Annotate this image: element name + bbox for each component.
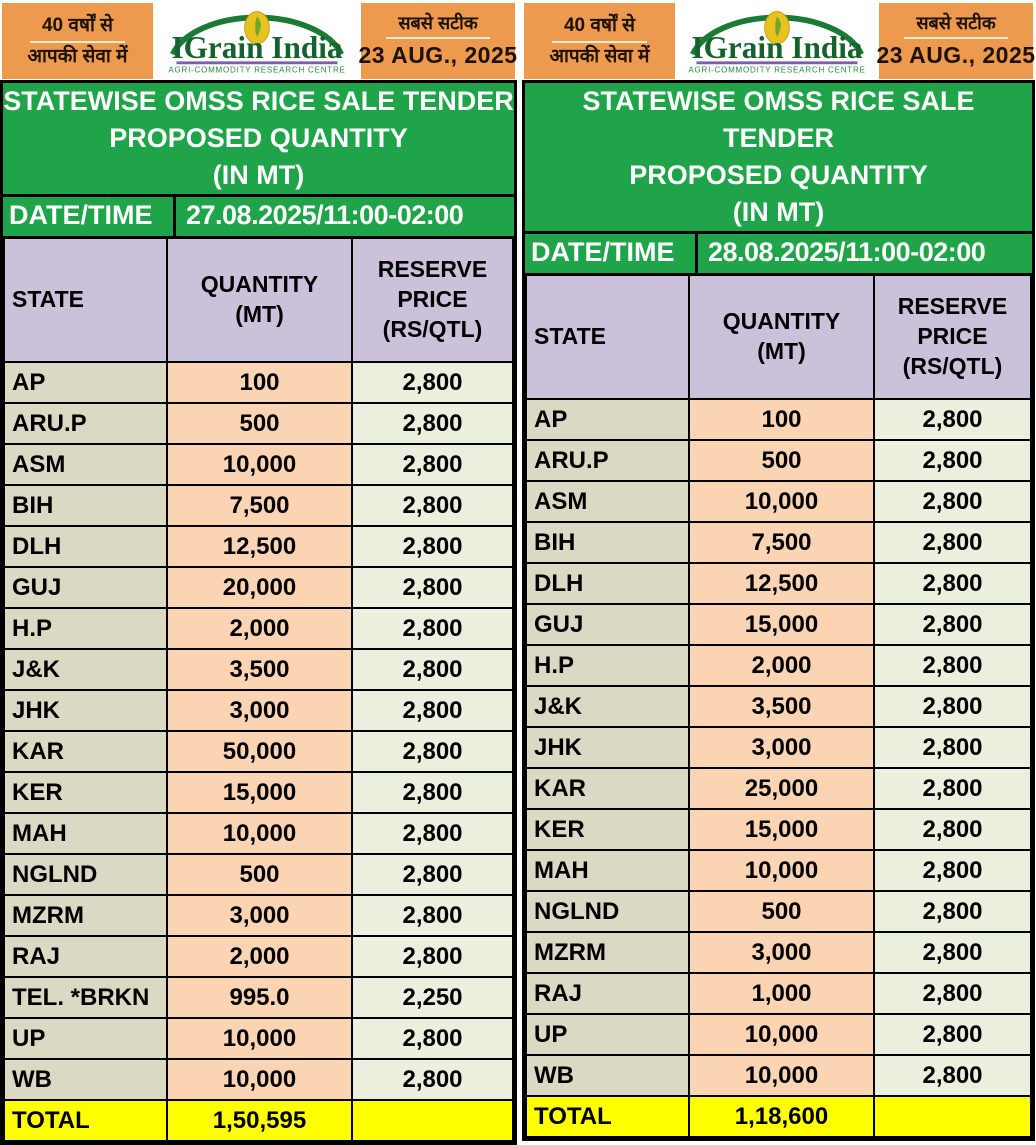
igrain-india-logo-icon <box>677 5 877 77</box>
brand-accuracy-label: सबसे सटीक <box>386 12 489 40</box>
table-row <box>526 850 1031 891</box>
quantity-cell: 25,000 <box>689 768 874 809</box>
tender-panel-27-aug <box>0 0 517 1145</box>
logo-panel <box>153 3 361 79</box>
price-cell: 2,800 <box>874 891 1031 932</box>
table-row <box>526 563 1031 604</box>
state-cell: ASM <box>526 481 689 522</box>
state-cell: KAR <box>526 768 689 809</box>
total-label-cell: TOTAL <box>4 1100 167 1141</box>
price-cell: 2,800 <box>352 403 513 444</box>
quantity-cell: 3,500 <box>167 649 352 690</box>
brand-date-box <box>358 3 518 79</box>
title-line-3: (IN MT) <box>212 160 305 190</box>
table-title <box>3 83 514 194</box>
price-cell: 2,800 <box>874 522 1031 563</box>
brand-bar <box>524 3 1036 79</box>
table-box <box>522 80 1035 1141</box>
datetime-value: 28.08.2025/11:00-02:00 <box>708 237 986 267</box>
state-cell: ARU.P <box>4 403 167 444</box>
quantity-cell: 20,000 <box>167 567 352 608</box>
quantity-cell: 3,000 <box>689 727 874 768</box>
total-quantity-cell: 1,18,600 <box>689 1096 874 1137</box>
table-row <box>4 444 513 485</box>
table-row <box>526 645 1031 686</box>
quantity-cell: 100 <box>689 399 874 440</box>
table-row <box>4 362 513 403</box>
report-date: 23 AUG., 2025 <box>876 42 1036 69</box>
col-header-quantity: QUANTITY (MT) <box>689 275 874 400</box>
price-cell: 2,800 <box>874 932 1031 973</box>
state-cell: JHK <box>4 690 167 731</box>
logo-subtitle-text: AGRI-COMMODITY RESEARCH CENTRE <box>168 65 346 75</box>
total-row <box>526 1096 1031 1137</box>
report-date: 23 AUG., 2025 <box>358 42 518 69</box>
brand-date-box <box>876 3 1036 79</box>
state-cell: AP <box>4 362 167 403</box>
state-cell: MAH <box>4 813 167 854</box>
state-cell: GUJ <box>526 604 689 645</box>
state-cell: J&K <box>4 649 167 690</box>
table-row <box>526 481 1031 522</box>
table-row <box>526 973 1031 1014</box>
logo-name-text: IGrain India <box>691 30 863 66</box>
table-row <box>526 522 1031 563</box>
state-cell: MZRM <box>4 895 167 936</box>
quantity-cell: 995.0 <box>167 977 352 1018</box>
brand-tagline-line1: 40 वर्षों से <box>30 14 125 43</box>
state-cell: NGLND <box>526 891 689 932</box>
datetime-value: 27.08.2025/11:00-02:00 <box>186 200 464 230</box>
header-row <box>4 238 513 363</box>
state-cell: NGLND <box>4 854 167 895</box>
price-cell: 2,250 <box>352 977 513 1018</box>
table-row <box>4 690 513 731</box>
quantity-cell: 1,000 <box>689 973 874 1014</box>
tender-panel-28-aug <box>522 0 1035 1141</box>
price-cell: 2,800 <box>352 1018 513 1059</box>
price-cell: 2,800 <box>352 1059 513 1100</box>
brand-tagline-line2: आपकी सेवा में <box>27 45 128 67</box>
quantity-cell: 100 <box>167 362 352 403</box>
brand-tagline-line2: आपकी सेवा में <box>549 45 650 67</box>
quantity-cell: 500 <box>167 854 352 895</box>
table-row <box>4 813 513 854</box>
table-row <box>4 1059 513 1100</box>
quantity-cell: 15,000 <box>167 772 352 813</box>
logo-name-text: IGrain India <box>171 30 343 66</box>
price-cell: 2,800 <box>352 936 513 977</box>
price-cell: 2,800 <box>352 772 513 813</box>
state-cell: MAH <box>526 850 689 891</box>
quantity-cell: 12,500 <box>689 563 874 604</box>
title-line-1: STATEWISE OMSS RICE SALE TENDER <box>3 86 514 116</box>
quantity-cell: 10,000 <box>689 1014 874 1055</box>
quantity-cell: 50,000 <box>167 731 352 772</box>
datetime-row <box>525 231 1032 273</box>
price-cell: 2,800 <box>352 731 513 772</box>
table-row <box>526 1055 1031 1096</box>
price-cell: 2,800 <box>874 686 1031 727</box>
quantity-cell: 15,000 <box>689 809 874 850</box>
quantity-cell: 500 <box>167 403 352 444</box>
quantity-cell: 2,000 <box>167 608 352 649</box>
table-row <box>4 403 513 444</box>
state-cell: AP <box>526 399 689 440</box>
price-cell: 2,800 <box>352 362 513 403</box>
col-header-reserve-price: RESERVE PRICE (RS/QTL) <box>874 275 1031 400</box>
title-line-3: (IN MT) <box>732 197 825 227</box>
total-quantity-cell: 1,50,595 <box>167 1100 352 1141</box>
state-cell: JHK <box>526 727 689 768</box>
quantity-cell: 2,000 <box>167 936 352 977</box>
title-line-2: PROPOSED QUANTITY <box>109 123 408 153</box>
state-cell: DLH <box>526 563 689 604</box>
state-cell: UP <box>526 1014 689 1055</box>
table-row <box>526 891 1031 932</box>
quantity-cell: 10,000 <box>167 444 352 485</box>
quantity-cell: 3,500 <box>689 686 874 727</box>
table-row <box>4 526 513 567</box>
price-cell: 2,800 <box>874 727 1031 768</box>
price-cell: 2,800 <box>874 809 1031 850</box>
tender-table <box>525 273 1032 1138</box>
state-cell: WB <box>4 1059 167 1100</box>
price-cell: 2,800 <box>352 444 513 485</box>
table-row <box>526 604 1031 645</box>
table-row <box>4 977 513 1018</box>
brand-accuracy-label: सबसे सटीक <box>904 12 1007 40</box>
state-cell: MZRM <box>526 932 689 973</box>
quantity-cell: 3,000 <box>689 932 874 973</box>
igrain-india-logo-icon <box>157 5 357 77</box>
price-cell: 2,800 <box>352 567 513 608</box>
table-row <box>526 727 1031 768</box>
tender-table <box>3 236 514 1142</box>
state-cell: BIH <box>526 522 689 563</box>
logo-subtitle-text: AGRI-COMMODITY RESEARCH CENTRE <box>688 65 866 75</box>
table-row <box>526 399 1031 440</box>
price-cell: 2,800 <box>874 604 1031 645</box>
table-row <box>4 1018 513 1059</box>
state-cell: RAJ <box>4 936 167 977</box>
price-cell: 2,800 <box>874 399 1031 440</box>
col-header-state: STATE <box>4 238 167 363</box>
quantity-cell: 10,000 <box>167 813 352 854</box>
total-price-cell <box>874 1096 1031 1137</box>
quantity-cell: 10,000 <box>689 481 874 522</box>
datetime-label: DATE/TIME <box>3 197 176 236</box>
header-row <box>526 275 1031 400</box>
quantity-cell: 2,000 <box>689 645 874 686</box>
quantity-cell: 12,500 <box>167 526 352 567</box>
quantity-cell: 3,000 <box>167 690 352 731</box>
table-row <box>526 1014 1031 1055</box>
datetime-label: DATE/TIME <box>525 234 698 273</box>
quantity-cell: 3,000 <box>167 895 352 936</box>
state-cell: ASM <box>4 444 167 485</box>
state-cell: KER <box>526 809 689 850</box>
quantity-cell: 7,500 <box>689 522 874 563</box>
price-cell: 2,800 <box>874 850 1031 891</box>
price-cell: 2,800 <box>874 440 1031 481</box>
state-cell: ARU.P <box>526 440 689 481</box>
table-row <box>4 608 513 649</box>
price-cell: 2,800 <box>874 563 1031 604</box>
quantity-cell: 7,500 <box>167 485 352 526</box>
state-cell: H.P <box>4 608 167 649</box>
table-row <box>526 686 1031 727</box>
price-cell: 2,800 <box>352 813 513 854</box>
price-cell: 2,800 <box>352 526 513 567</box>
table-box <box>0 80 517 1145</box>
datetime-row <box>3 194 514 236</box>
table-row <box>526 768 1031 809</box>
price-cell: 2,800 <box>352 895 513 936</box>
table-row <box>526 809 1031 850</box>
state-cell: KER <box>4 772 167 813</box>
total-label-cell: TOTAL <box>526 1096 689 1137</box>
price-cell: 2,800 <box>352 690 513 731</box>
table-row <box>526 932 1031 973</box>
brand-tagline-line1: 40 वर्षों से <box>552 14 647 43</box>
table-row <box>4 567 513 608</box>
quantity-cell: 10,000 <box>689 850 874 891</box>
table-row <box>4 485 513 526</box>
total-price-cell <box>352 1100 513 1141</box>
price-cell: 2,800 <box>874 1014 1031 1055</box>
state-cell: DLH <box>4 526 167 567</box>
table-row <box>4 936 513 977</box>
title-line-1: STATEWISE OMSS RICE SALE TENDER <box>582 86 975 153</box>
state-cell: GUJ <box>4 567 167 608</box>
price-cell: 2,800 <box>874 481 1031 522</box>
title-line-2: PROPOSED QUANTITY <box>629 160 928 190</box>
total-row <box>4 1100 513 1141</box>
quantity-cell: 15,000 <box>689 604 874 645</box>
price-cell: 2,800 <box>352 485 513 526</box>
table-row <box>4 854 513 895</box>
state-cell: BIH <box>4 485 167 526</box>
price-cell: 2,800 <box>874 645 1031 686</box>
brand-tagline-box <box>2 3 153 79</box>
table-row <box>4 895 513 936</box>
quantity-cell: 10,000 <box>167 1059 352 1100</box>
table-row <box>526 440 1031 481</box>
price-cell: 2,800 <box>352 608 513 649</box>
col-header-quantity: QUANTITY (MT) <box>167 238 352 363</box>
price-cell: 2,800 <box>352 649 513 690</box>
price-cell: 2,800 <box>874 768 1031 809</box>
price-cell: 2,800 <box>874 1055 1031 1096</box>
logo-panel <box>675 3 879 79</box>
quantity-cell: 10,000 <box>689 1055 874 1096</box>
state-cell: UP <box>4 1018 167 1059</box>
state-cell: KAR <box>4 731 167 772</box>
quantity-cell: 500 <box>689 440 874 481</box>
table-row <box>4 649 513 690</box>
state-cell: RAJ <box>526 973 689 1014</box>
table-row <box>4 731 513 772</box>
col-header-state: STATE <box>526 275 689 400</box>
price-cell: 2,800 <box>352 854 513 895</box>
state-cell: J&K <box>526 686 689 727</box>
brand-tagline-box <box>524 3 675 79</box>
state-cell: TEL. *BRKN <box>4 977 167 1018</box>
price-cell: 2,800 <box>874 973 1031 1014</box>
quantity-cell: 500 <box>689 891 874 932</box>
table-title <box>525 83 1032 231</box>
col-header-reserve-price: RESERVE PRICE (RS/QTL) <box>352 238 513 363</box>
state-cell: WB <box>526 1055 689 1096</box>
state-cell: H.P <box>526 645 689 686</box>
table-row <box>4 772 513 813</box>
brand-bar <box>2 3 518 79</box>
quantity-cell: 10,000 <box>167 1018 352 1059</box>
